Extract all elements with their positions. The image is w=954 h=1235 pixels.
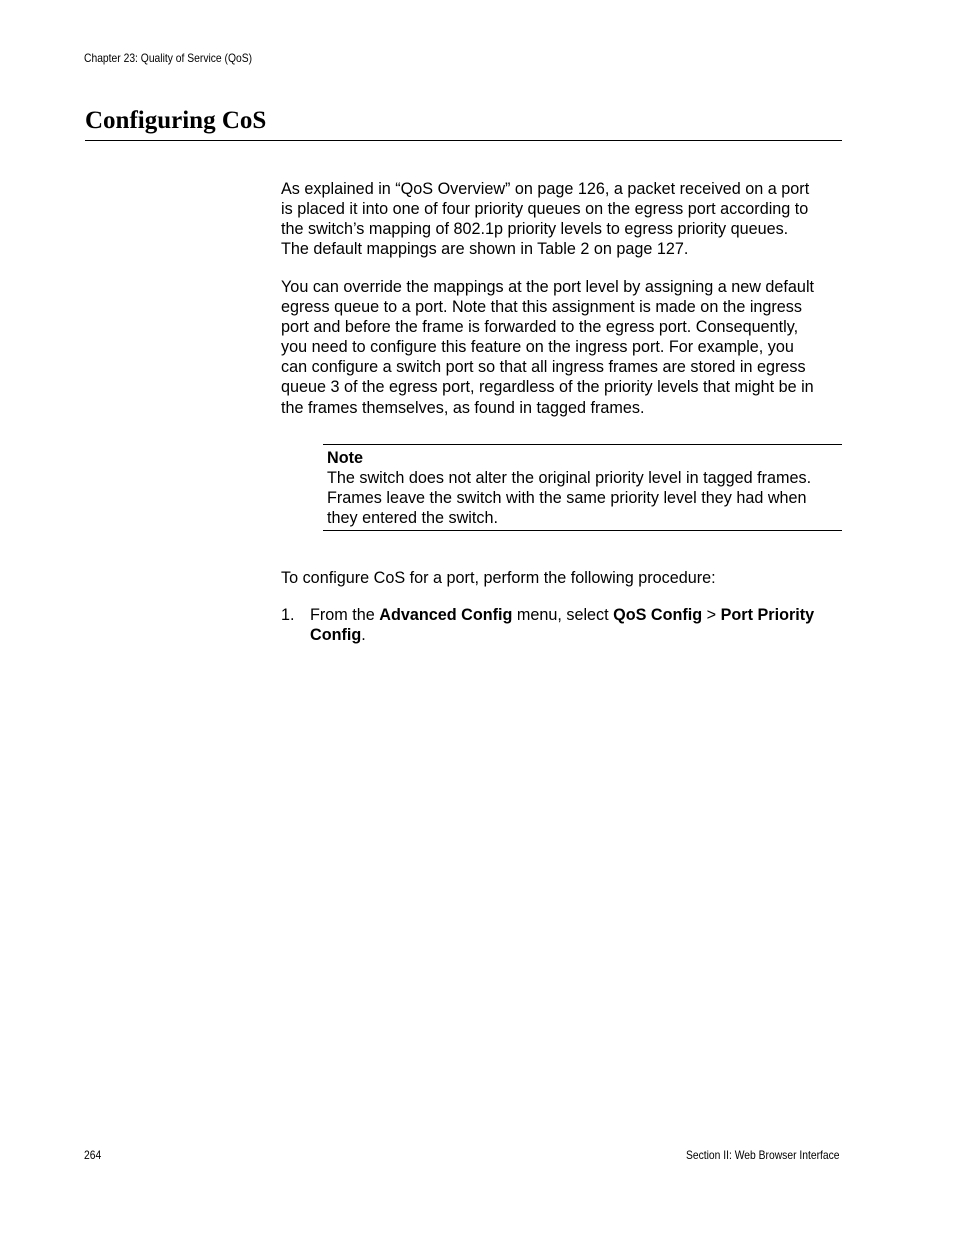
section-title: Configuring CoS — [85, 107, 267, 134]
paragraph-line: egress queue to a port. Note that this assignment is made on the ingress — [281, 298, 802, 317]
paragraph-line: can configure a switch port so that all ingress frames are stored in egress — [281, 358, 806, 377]
paragraph-line: As explained in “QoS Overview” on page 126, a packet received on a port — [281, 180, 810, 198]
paragraph-line: you need to configure this feature on the ingress port. For example, you — [281, 338, 794, 357]
paragraph-override — [281, 277, 843, 418]
title-rule — [85, 140, 842, 141]
step-text-run: From the — [310, 606, 380, 624]
page-number: 264 — [84, 1148, 102, 1162]
note-line: The switch does not alter the original priority level in tagged frames. — [327, 469, 812, 487]
step-text-run: > — [702, 606, 721, 624]
note-heading: Note — [327, 449, 363, 467]
menu-name-advanced-config: Advanced Config — [379, 606, 513, 624]
menu-name-port-priority-config-cont: Config — [310, 626, 362, 645]
paragraph-line: queue 3 of the egress port, regardless of the priority levels that might be in — [281, 378, 814, 397]
menu-name-qos-config: QoS Config — [613, 606, 703, 624]
step-line — [310, 605, 814, 625]
note-line: Frames leave the switch with the same priority level they had when — [327, 489, 807, 508]
menu-name-port-priority-config: Port Priority — [720, 606, 815, 624]
step-text-run: menu, select — [512, 606, 614, 624]
footer-section-name: Section II: Web Browser Interface — [686, 1148, 840, 1162]
paragraph-line: the switch’s mapping of 802.1p priority levels to egress priority queues. — [281, 220, 789, 239]
paragraph-procedure-intro — [281, 568, 843, 588]
paragraph-line: is placed it into one of four priority queues on the egress port according to — [281, 200, 809, 219]
note-box — [323, 444, 842, 531]
step-number: 1. — [281, 606, 295, 624]
running-header: Chapter 23: Quality of Service (QoS) — [84, 51, 253, 65]
note-line: they entered the switch. — [327, 509, 498, 528]
step-line — [310, 625, 814, 645]
note-body — [327, 468, 811, 528]
paragraph-line: To configure CoS for a port, perform the following procedure: — [281, 569, 716, 587]
step-text — [310, 605, 814, 645]
paragraph-line: the frames themselves, as found in tagged frames. — [281, 398, 645, 417]
paragraph-line: You can override the mappings at the port level by assigning a new default — [281, 278, 815, 296]
step-text-run: . — [361, 626, 366, 645]
paragraph-line: The default mappings are shown in Table 2 on page 127. — [281, 240, 689, 259]
paragraph-intro — [281, 179, 843, 259]
paragraph-line: port and before the frame is forwarded to the egress port. Consequently, — [281, 318, 799, 337]
